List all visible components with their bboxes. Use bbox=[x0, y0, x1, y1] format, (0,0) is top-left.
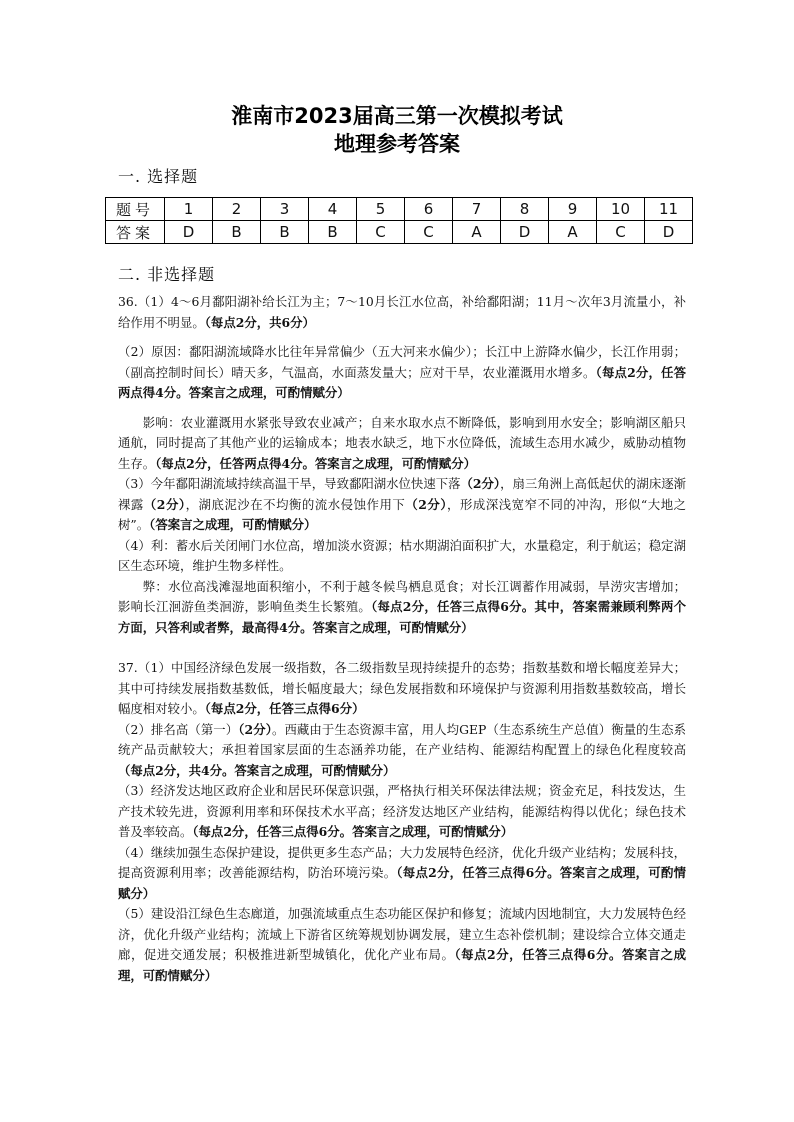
table-cell-number: 10 bbox=[597, 198, 645, 221]
q37-part3 bbox=[118, 781, 686, 843]
table-cell-number: 1 bbox=[165, 198, 213, 221]
table-cell-answer: D bbox=[645, 221, 693, 244]
section-heading-nonchoice: 二. 非选择题 bbox=[118, 265, 216, 284]
page-title: 淮南市2023届高三第一次模拟考试 bbox=[231, 104, 563, 128]
table-header-number: 题号 bbox=[106, 198, 165, 221]
page-subtitle: 地理参考答案 bbox=[334, 132, 460, 156]
q36-part4-cons-score: （每点2分，任答三点得6分。其中，答案需兼顾利弊两个方面，只答利或者弊，最高得4分。答案言之成理，可酌情赋分） bbox=[118, 599, 687, 635]
answer-body bbox=[118, 292, 686, 986]
q36-part2-impact-text: 影响：农业灌溉用水紧张导致农业减产；自来水取水点不断降低，影响到用水安全；影响湖区船只通航，同时提高了其他产业的运输成本；地表水缺乏，地下水位降低，流域生态用水减少，威胁动植物生存。 bbox=[118, 414, 686, 471]
q37-part4-score: （每点2分，任答三点得6分。答案言之成理，可酌情赋分） bbox=[118, 865, 687, 901]
q36-part3-text-a: （3）今年鄱阳湖流域持续高温干旱，导致鄱阳湖水位快速下落 bbox=[118, 476, 461, 491]
q36-part2-text: （2）原因：鄱阳湖流域降水比往年异常偏少（五大河来水偏少）；长江中上游降水偏少，长江作用弱；（副高控制时间长）晴天多，气温高，水面蒸发量大；应对干旱，农业灌溉用水增多。 bbox=[118, 344, 686, 380]
table-cell-number: 6 bbox=[405, 198, 453, 221]
q37-part3-text: （3）经济发达地区政府企业和居民环保意识强，严格执行相关环保法律法规；资金充足，科技发达，生产技术较先进，资源利用率和环保技术水平高；经济发达地区产业结构，能源结构得以优化；绿色技术普及率较高。 bbox=[118, 783, 686, 839]
q36-part2-score: （每点2分，任答两点得4分。答案言之成理，可酌情赋分） bbox=[118, 364, 687, 400]
table-row-numbers bbox=[106, 198, 693, 221]
q37-part5-score: （每点2分，任答三点得6分。答案言之成理，可酌情赋分） bbox=[118, 947, 687, 983]
q36-part3-score-a: （2分） bbox=[460, 476, 501, 491]
q36-part3-text-c: ，湖底泥沙在不均衡的流水侵蚀作用下 bbox=[185, 496, 406, 512]
q37-part4 bbox=[118, 843, 686, 905]
table-cell-answer: C bbox=[357, 221, 405, 244]
q37-part1-score: （每点2分，任答三点得6分） bbox=[204, 701, 365, 716]
table-cell-answer: B bbox=[213, 221, 261, 244]
q36-part4-cons bbox=[118, 577, 686, 639]
table-cell-answer: C bbox=[597, 221, 645, 244]
table-cell-number: 8 bbox=[501, 198, 549, 221]
table-header-answer: 答案 bbox=[106, 221, 165, 244]
table-cell-answer: D bbox=[501, 221, 549, 244]
table-cell-number: 4 bbox=[309, 198, 357, 221]
table-cell-answer: A bbox=[549, 221, 597, 244]
q37-part2-score-a: （2分） bbox=[238, 721, 272, 737]
table-cell-number: 7 bbox=[453, 198, 501, 221]
table-cell-number: 9 bbox=[549, 198, 597, 221]
q37-part2 bbox=[118, 720, 686, 782]
q36-part3 bbox=[118, 474, 686, 536]
q36-part3-score-d: （答案言之成理，可酌情赋分） bbox=[149, 517, 317, 532]
q37-part5-text: （5）建设沿江绿色生态廊道，加强流域重点生态功能区保护和修复；流域内因地制宜，大力发展特色经济，优化升级产业结构；流域上下游省区统筹规划协调发展，建立生态补偿机制；建设综合立体交通走廊，促进交通发展；积极推进新型城镇化，优化产业布局。 bbox=[118, 906, 686, 962]
q36-part1 bbox=[118, 292, 686, 333]
table-cell-answer: D bbox=[165, 221, 213, 244]
section-heading-choice: 一. 选择题 bbox=[118, 167, 199, 186]
q36-part2 bbox=[118, 342, 686, 404]
q37-part2-text-a: （2）排名高（第一） bbox=[118, 721, 239, 737]
table-cell-answer: B bbox=[261, 221, 309, 244]
q37-part5 bbox=[118, 904, 686, 986]
q36-part2-impact bbox=[118, 413, 686, 475]
q37-part4-text: （4）继续加强生态保护建设，提供更多生态产品；大力发展特色经济，优化升级产业结构；发展科技，提高资源利用率；改善能源结构，防治环境污染。 bbox=[118, 844, 686, 880]
table-cell-answer: B bbox=[309, 221, 357, 244]
table-cell-answer: A bbox=[453, 221, 501, 244]
q36-part3-score-b: （2分） bbox=[143, 496, 186, 512]
q37-part2-text-b: 。西藏由于生态资源丰富，用人均GEP（生态系统生产总值）衡量的生态系统产品贡献较大；承担着国家层面的生态涵养功能，在产业结构、能源结构配置上的绿色化程度较高 bbox=[118, 721, 686, 757]
answer-table bbox=[105, 197, 693, 244]
q36-part1-score: （每点2分，共6分） bbox=[204, 314, 315, 330]
table-cell-number: 11 bbox=[645, 198, 693, 221]
q37-part3-score: （每点2分，任答三点得6分。答案言之成理，可酌情赋分） bbox=[192, 824, 514, 839]
q37-part1 bbox=[118, 658, 686, 720]
table-cell-answer: C bbox=[405, 221, 453, 244]
q37-part2-score-b: （每点2分，共4分。答案言之成理，可酌情赋分） bbox=[118, 762, 396, 778]
q36-part2-impact-score: （每点2分，任答两点得4分。答案言之成理，可酌情赋分） bbox=[155, 455, 476, 471]
q36-part3-text-b: ，扇三角洲上高低起伏的湖床逐渐裸露 bbox=[118, 476, 687, 512]
q36-part1-text: 36.（1）4～6月鄱阳湖补给长江为主；7～10月长江水位高，补给鄱阳湖；11月～次年3月流量小，补给作用不明显。 bbox=[118, 294, 686, 330]
q36-part3-text-d: ，形成深浅宽窄不同的冲沟，形似“大地之树”。 bbox=[118, 496, 687, 532]
table-cell-number: 5 bbox=[357, 198, 405, 221]
q36-part4-pros: （4）利：蓄水后关闭闸门水位高，增加淡水资源；枯水期湖泊面积扩大，水量稳定，利于航运；稳定湖区生态环境，维护生物多样性。 bbox=[118, 537, 686, 573]
q37-part1-text: 37.（1）中国经济绿色发展一级指数，各二级指数呈现持续提升的态势；指数基数和增长幅度差异大；其中可持续发展指数基数低，增长幅度最大；绿色发展指数和环境保护与资源利用指数基数较高，增长幅度相对较小。 bbox=[118, 660, 686, 716]
q36-part4-cons-text: 弊：水位高浅滩湿地面积缩小，不利于越冬候鸟栖息觅食；对长江调蓄作用减弱，旱涝灾害增加；影响长江洄游鱼类洄游，影响鱼类生长繁殖。 bbox=[118, 578, 686, 614]
table-row-answers bbox=[106, 221, 693, 244]
table-cell-number: 2 bbox=[213, 198, 261, 221]
q36-part3-score-c: （2分） bbox=[405, 496, 448, 512]
table-cell-number: 3 bbox=[261, 198, 309, 221]
